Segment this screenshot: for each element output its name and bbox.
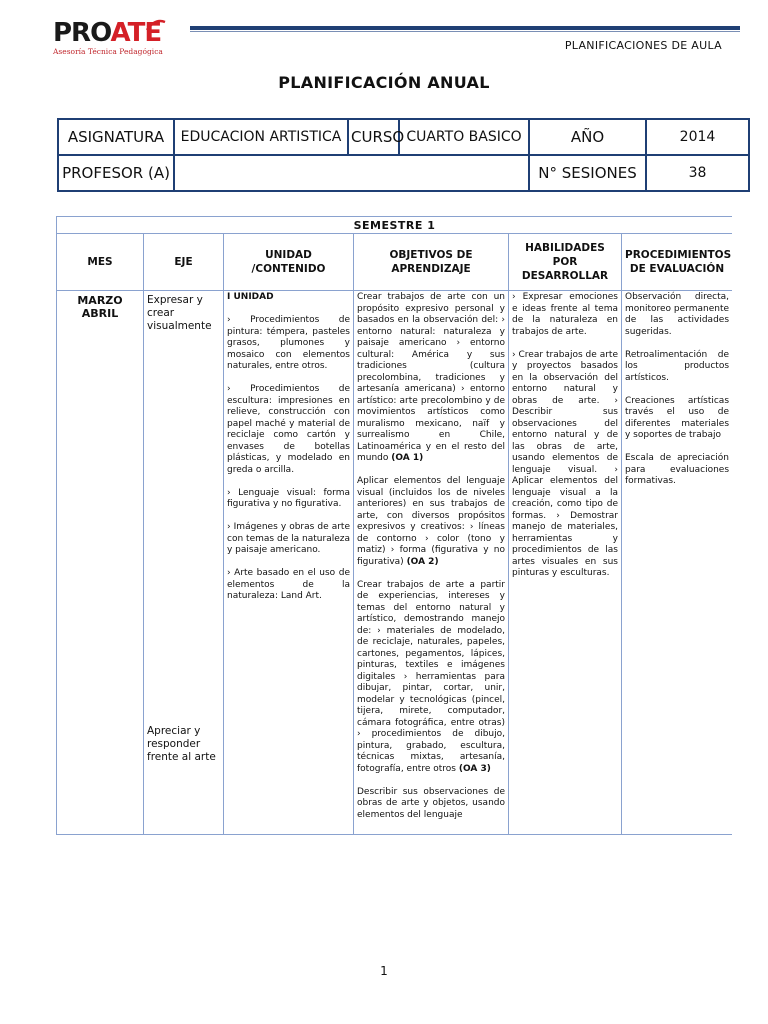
objetivo-text: Crear trabajos de arte con un propósito expresivo personal y basados en la observación del: › entorno natural: naturaleza y paisaje americano › entorno cultural: América y sus tradiciones (cultura precolombina, tradiciones y artesanía americana) › entorno artístico: arte precolombino y de movimientos artísticos como muralismo mexicano, naïf y surrealismo en Chile, Latinoamérica y en el resto del mundo <box>357 292 505 463</box>
page-number: 1 <box>380 964 388 978</box>
header-unidad: UNIDAD /CONTENIDO <box>224 234 354 291</box>
header-rule-thin <box>190 31 740 32</box>
evaluacion-item: Observación directa, monitoreo permanente de las actividades sugeridas. <box>625 292 730 337</box>
unidad-title: I UNIDAD <box>227 292 274 302</box>
anio-value: 2014 <box>646 119 749 155</box>
eje-item: Apreciar y responder frente al arte <box>147 725 216 763</box>
header-title: PLANIFICACIONES DE AULA <box>564 39 722 52</box>
objetivo-code: (OA 2) <box>406 556 439 567</box>
logo-brand-ate: ATE <box>110 18 162 48</box>
page-title: PLANIFICACIÓN ANUAL <box>278 73 490 92</box>
objetivo-oa3 <box>357 580 505 776</box>
evaluacion-item: Retroalimentación de los productos artísticos. <box>625 349 730 383</box>
unidad-item: › Imágenes y obras de arte con temas de la naturaleza y paisaje americano. <box>227 522 350 555</box>
logo-brand-pro: PRO <box>53 18 111 48</box>
eje-cell <box>144 291 224 835</box>
header-mes: MES <box>57 234 144 291</box>
evaluacion-item: Escala de apreciación para evaluaciones formativas. <box>625 453 730 486</box>
logo-tagline: Asesoría Técnica Pedagógica <box>53 47 163 56</box>
logo-swoosh-icon <box>145 18 167 32</box>
curso-label: CURSO <box>348 119 399 155</box>
objetivo-oa4: Describir sus observaciones de obras de arte y objetos, usando elementos del lenguaje <box>357 786 505 820</box>
curso-value: CUARTO BASICO <box>399 119 529 155</box>
objetivo-oa2 <box>357 476 505 568</box>
header-evaluacion: PROCEDIMIENTOS DE EVALUACIÓN <box>622 234 733 291</box>
mes-cell: MARZO ABRIL <box>57 291 144 835</box>
profesor-label: PROFESOR (A) <box>58 155 174 191</box>
habilidad-item: › Crear trabajos de arte y proyectos basados en la observación del entorno natural y obras de arte. › Describir sus observaciones del entorno natural y de las obras de arte, usando elementos de lenguaje visual. › Aplicar elementos del lenguaje visual a la creación, como tipo de formas. › Demostrar manejo de materiales, herramientas y procedimientos de las artes visuales en sus pinturas y esculturas. <box>512 349 618 578</box>
objetivo-code: (OA 1) <box>391 453 424 463</box>
unidad-item: › Lenguaje visual: forma figurativa y no figurativa. <box>227 487 350 509</box>
unidad-cell <box>224 291 354 835</box>
info-table <box>57 118 750 192</box>
unidad-item: › Procedimientos de pintura: témpera, pasteles grasos, plumones y mosaico con elementos naturales, entre otros. <box>227 315 350 371</box>
evaluacion-cell <box>622 291 733 835</box>
unidad-item: › Procedimientos de escultura: impresiones en relieve, construcción con papel maché y material de reciclaje como cartón y envases de botellas plásticas, y modelado en greda o arcilla. <box>227 384 350 475</box>
semester-title: SEMESTRE 1 <box>57 217 733 234</box>
objetivo-code: (OA 3) <box>458 763 491 774</box>
sesiones-value: 38 <box>646 155 749 191</box>
header-eje: EJE <box>144 234 224 291</box>
proate-logo <box>53 20 183 60</box>
profesor-value <box>174 155 529 191</box>
objetivo-text: Aplicar elementos del lenguaje visual (incluidos los de niveles anteriores) en sus trabajos de arte, con diversos propósitos expresivos y creativos: › líneas de contorno › color (tono y matiz) › forma (figurativa y no figurativa) <box>357 476 505 567</box>
unidad-item: › Arte basado en el uso de elementos de la naturaleza: Land Art. <box>227 568 350 601</box>
habilidad-item: › Expresar emociones e ideas frente al tema de la naturaleza en trabajos de arte. <box>512 292 618 337</box>
semester-table <box>56 216 732 835</box>
asignatura-label: ASIGNATURA <box>58 119 174 155</box>
asignatura-value: EDUCACION ARTISTICA <box>174 119 348 155</box>
eje-item: Expresar y crear visualmente <box>147 294 212 332</box>
sesiones-label: N° SESIONES <box>529 155 646 191</box>
objetivo-text: Crear trabajos de arte a partir de experiencias, intereses y temas del entorno natural y artístico, demostrando manejo de: › materiales de modelado, de reciclaje, naturales, papeles, cartones, pegamentos, lápices, pinturas, textiles e imágenes digitales › herramientas para dibujar, pintar, cortar, unir, modelar y tecnológicas (pincel, tijera, mirete, computador, cámara fotográfica, entre otras) › procedimientos de dibujo, pintura, grabado, escultura, técnicas mixtas, artesanía, fotografía, entre otros <box>357 579 505 774</box>
habilidades-cell <box>509 291 622 835</box>
header-objetivos: OBJETIVOS DE APRENDIZAJE <box>354 234 509 291</box>
evaluacion-item: Creaciones artísticas través el uso de diferentes materiales y soportes de trabajo <box>625 395 730 440</box>
objetivos-cell <box>354 291 509 835</box>
header-habilidades: HABILIDADES POR DESARROLLAR <box>509 234 622 291</box>
semester-table-wrapper <box>56 216 732 962</box>
objetivo-oa1 <box>357 292 505 465</box>
header-rule <box>190 26 740 30</box>
anio-label: AÑO <box>529 119 646 155</box>
